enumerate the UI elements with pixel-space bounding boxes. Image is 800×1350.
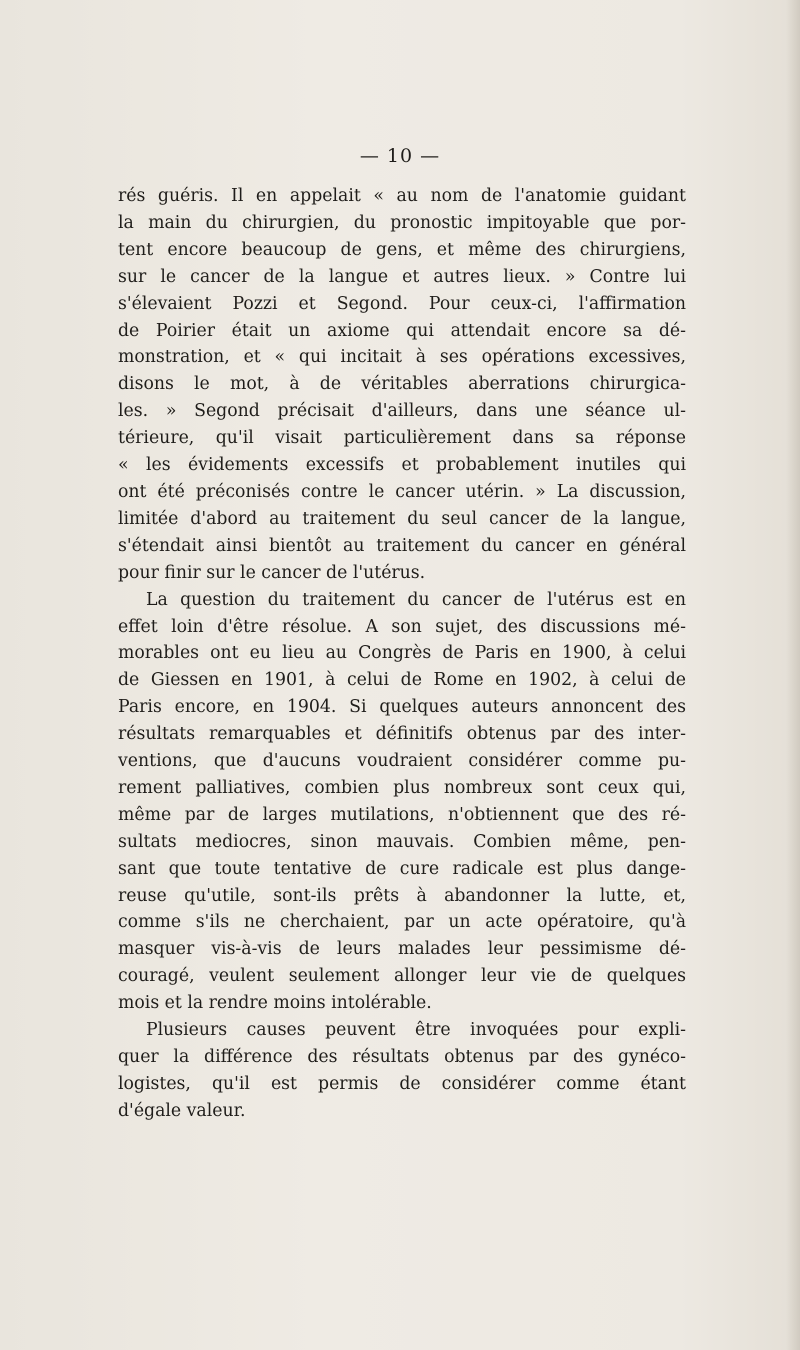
text-line: d'égale valeur. — [118, 1100, 246, 1121]
text-line: ont été préconisés contre le cancer utérin. » La discussion, — [118, 481, 686, 502]
text-line: même par de larges mutilations, n'obtiennent que des ré- — [118, 804, 686, 825]
text-line: s'étendait ainsi bientôt au traitement du cancer en général — [118, 535, 686, 556]
text-line: effet loin d'être résolue. A son sujet, des discussions mé- — [118, 616, 686, 637]
text-line: limitée d'abord au traitement du seul cancer de la langue, — [118, 508, 686, 529]
body-text — [118, 183, 686, 1125]
text-line: s'élevaient Pozzi et Segond. Pour ceux-ci, l'affirmation — [118, 293, 686, 314]
text-line: comme s'ils ne cherchaient, par un acte opératoire, qu'à — [118, 912, 686, 933]
text-line: la main du chirurgien, du pronostic impitoyable que por- — [118, 212, 686, 233]
paragraph-1 — [118, 183, 686, 587]
text-line: La question du traitement du cancer de l'utérus est en — [146, 589, 686, 610]
text-line: tent encore beaucoup de gens, et même des chirurgiens, — [118, 239, 686, 260]
text-line: couragé, veulent seulement allonger leur vie de quelques — [118, 966, 686, 987]
text-line: masquer vis-à-vis de leurs malades leur pessimisme dé- — [118, 939, 686, 960]
text-line: térieure, qu'il visait particulièrement dans sa réponse — [118, 428, 686, 449]
paragraph-2 — [118, 587, 686, 1018]
text-line: de Poirier était un axiome qui attendait encore sa dé- — [118, 320, 686, 341]
text-line: Paris encore, en 1904. Si quelques auteurs annoncent des — [118, 697, 686, 718]
text-line: morables ont eu lieu au Congrès de Paris en 1900, à celui — [118, 643, 686, 664]
text-line: disons le mot, à de véritables aberrations chirurgica- — [118, 374, 686, 395]
text-line: reuse qu'utile, sont-ils prêts à abandonner la lutte, et, — [118, 885, 686, 906]
text-line: sultats mediocres, sinon mauvais. Combien même, pen- — [118, 831, 686, 852]
text-line: pour finir sur le cancer de l'utérus. — [118, 562, 426, 583]
text-line: mois et la rendre moins intolérable. — [118, 993, 432, 1014]
text-line: de Giessen en 1901, à celui de Rome en 1902, à celui de — [118, 670, 686, 691]
text-line: ventions, que d'aucuns voudraient considérer comme pu- — [118, 751, 686, 772]
text-line: sant que toute tentative de cure radicale est plus dange- — [118, 858, 686, 879]
text-line: rés guéris. Il en appelait « au nom de l'anatomie guidant — [118, 186, 686, 206]
text-line: sur le cancer de la langue et autres lieux. » Contre lui — [118, 266, 686, 287]
page-edge-shadow — [786, 0, 800, 1350]
text-line: rement palliatives, combien plus nombreux sont ceux qui, — [118, 777, 686, 798]
text-line: les. » Segond précisait d'ailleurs, dans une séance ul- — [118, 401, 686, 422]
paragraph-3 — [118, 1017, 686, 1125]
text-line: « les évidements excessifs et probablement inutiles qui — [118, 455, 686, 476]
text-line: Plusieurs causes peuvent être invoquées pour expli- — [146, 1020, 686, 1041]
text-line: résultats remarquables et définitifs obtenus par des inter- — [118, 724, 686, 745]
text-line: quer la différence des résultats obtenus par des gynéco- — [118, 1047, 686, 1067]
page-number: — 10 — — [359, 145, 441, 167]
text-line: monstration, et « qui incitait à ses opérations excessives, — [118, 347, 686, 368]
text-line: logistes, qu'il est permis de considérer comme étant — [118, 1073, 686, 1094]
